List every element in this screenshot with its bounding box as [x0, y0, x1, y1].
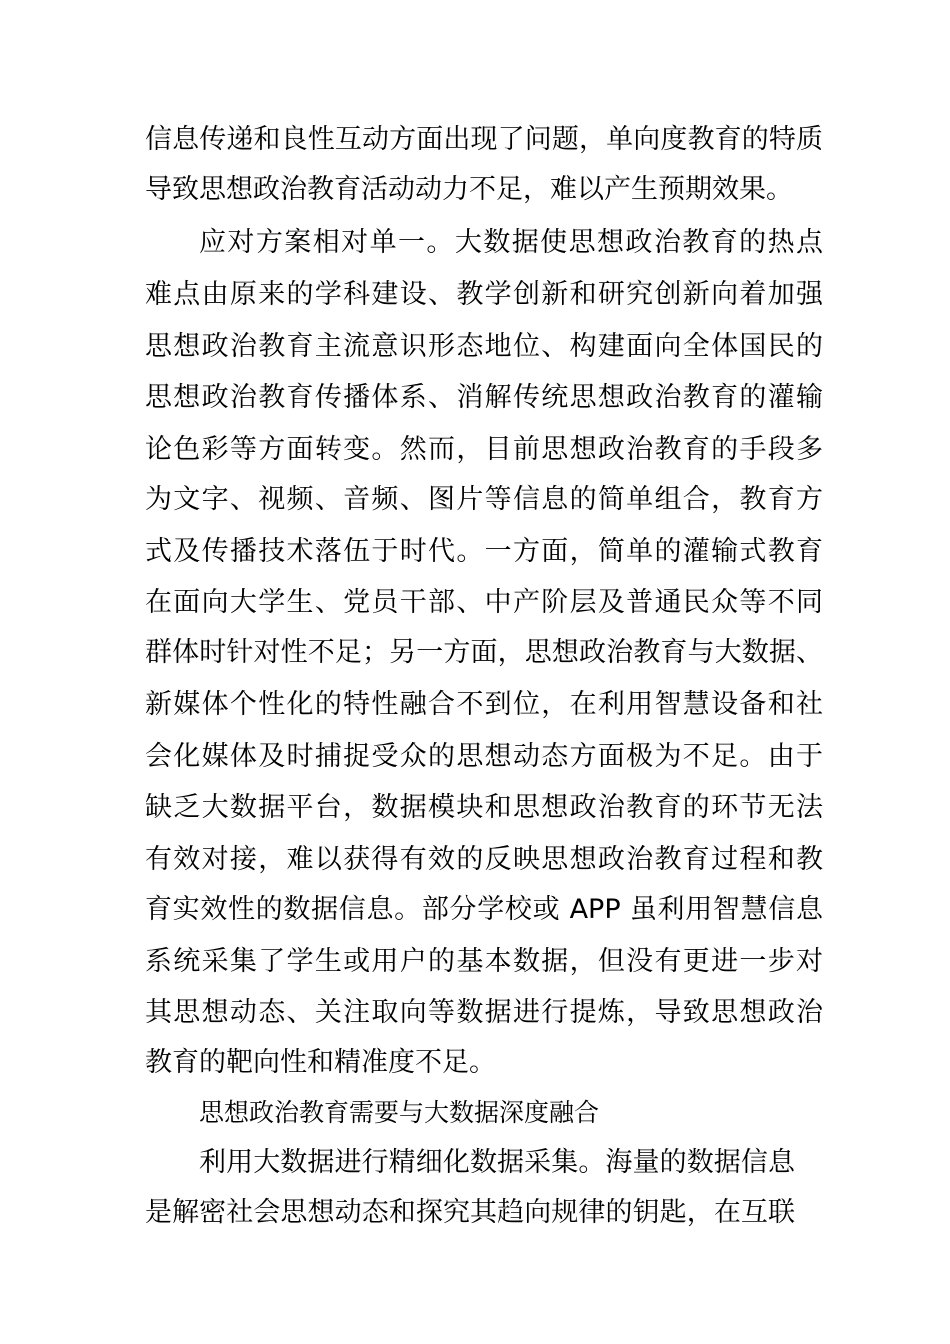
section-heading: 思想政治教育需要与大数据深度融合 — [199, 1098, 600, 1127]
paragraph-line: 育实效性的数据信息。部分学校或 APP 虽利用智慧信息 — [145, 894, 823, 925]
paragraph-line: 群体时针对性不足；另一方面，思想政治教育与大数据、 — [145, 637, 823, 668]
paragraph-line: 难点由原来的学科建设、教学创新和研究创新向着加强 — [145, 279, 823, 310]
paragraph-line: 缺乏大数据平台，数据模块和思想政治教育的环节无法 — [145, 792, 823, 823]
paragraph-line: 思想政治教育传播体系、消解传统思想政治教育的灌输 — [145, 382, 823, 413]
paragraph-line: 新媒体个性化的特性融合不到位，在利用智慧设备和社 — [145, 689, 823, 720]
paragraph-line: 思想政治教育主流意识形态地位、构建面向全体国民的 — [145, 331, 823, 362]
paragraph-line: 论色彩等方面转变。然而，目前思想政治教育的手段多 — [145, 434, 823, 465]
paragraph-line: 会化媒体及时捕捉受众的思想动态方面极为不足。由于 — [145, 741, 823, 772]
paragraph-line: 为文字、视频、音频、图片等信息的简单组合，教育方 — [145, 484, 823, 515]
paragraph-line: 信息传递和良性互动方面出现了问题，单向度教育的特质 — [145, 124, 823, 155]
paragraph-line: 应对方案相对单一。大数据使思想政治教育的热点 — [199, 227, 823, 258]
paragraph-line: 其思想动态、关注取向等数据进行提炼，导致思想政治 — [145, 997, 823, 1028]
paragraph-line: 有效对接，难以获得有效的反映思想政治教育过程和教 — [145, 844, 823, 875]
paragraph-line: 导致思想政治教育活动动力不足，难以产生预期效果。 — [145, 174, 793, 205]
paragraph-line: 利用大数据进行精细化数据采集。海量的数据信息 — [199, 1147, 795, 1178]
paragraph-line: 教育的靶向性和精准度不足。 — [145, 1047, 496, 1078]
paragraph-line: 式及传播技术落伍于时代。一方面，简单的灌输式教育 — [145, 536, 823, 567]
paragraph-line: 是解密社会思想动态和探究其趋向规律的钥匙，在互联 — [145, 1197, 795, 1228]
paragraph-line: 在面向大学生、党员干部、中产阶层及普通民众等不同 — [145, 587, 823, 618]
paragraph-line: 系统采集了学生或用户的基本数据，但没有更进一步对 — [145, 946, 823, 977]
